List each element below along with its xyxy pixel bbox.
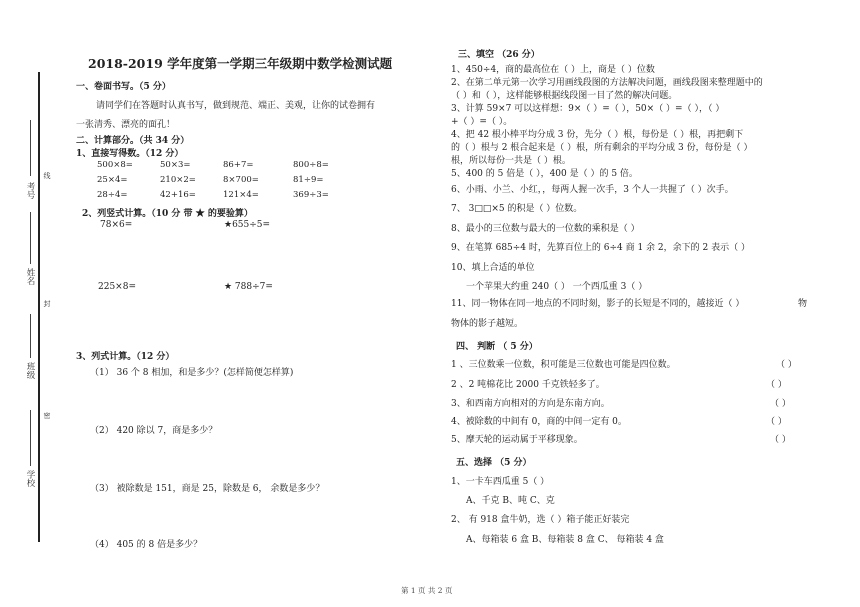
binding-mark-xian: 线 <box>43 172 51 179</box>
vertical-calc-item: 78×6= <box>100 220 133 230</box>
binding-label-xuexiao: 学校 <box>25 470 35 487</box>
vertical-calc-item: ★655÷5= <box>224 220 271 230</box>
calc-item: 8×700= <box>223 175 259 185</box>
binding-mark-mi: 密 <box>43 412 51 419</box>
fill-line: 2、在第二单元第一次学习用画线段图的方法解决问题，画线段图来整理题中的 <box>451 78 763 88</box>
binding-blank-xuexiao <box>30 410 31 466</box>
calc-item: 500×8= <box>97 160 133 170</box>
binding-line <box>38 72 40 542</box>
calc-item: 210×2= <box>160 175 196 185</box>
judge-paren: （ ） <box>766 417 787 427</box>
r-s5-heading: 五、选择 （5 分） <box>456 458 532 468</box>
r-s3-heading: 三、填空 （26 分） <box>458 50 540 60</box>
binding-blank-xingming <box>30 212 31 264</box>
binding-label-kaohao: 考号 <box>25 182 35 199</box>
fill-line: 根，所以每份一共是（ ）根。 <box>451 156 571 166</box>
calc-item: 81÷9= <box>293 175 324 185</box>
s3-heading: 3、列式计算。（12 分） <box>76 352 175 362</box>
r-s4-heading: 四、 判断 （ 5 分） <box>456 342 538 352</box>
fill-line: 一个苹果大约重 240（ ） 一个西瓜重 3（ ） <box>466 282 648 292</box>
fill-line: 1、450÷4，商的最高位在（ ）上，商是（ ）位数 <box>451 65 655 75</box>
vertical-calc-item: 225×8= <box>98 282 136 292</box>
fill-line: 9、在笔算 685÷4 时，先算百位上的 6÷4 商 1 余 2，余下的 2 表示（ ） <box>451 243 750 253</box>
calc-item: 25×4= <box>97 175 128 185</box>
calc-grid <box>97 158 363 203</box>
binding-mark-feng: 封 <box>43 300 51 307</box>
fill-line: 的（ ）根与 2 根合起来是（ ）根，所有剩余的平均分成 3 份，每份是（ ） <box>451 143 753 153</box>
judge-item: 1 、三位数乘一位数，积可能是三位数也可能是四位数。 <box>451 360 676 370</box>
binding-blank-kaohao <box>30 120 31 176</box>
calc-item: 42+16= <box>160 190 196 200</box>
calc-item: 369÷3= <box>293 190 329 200</box>
s2-1-heading: 1、直接写得数。（12 分） <box>76 149 184 159</box>
fill-line: 6、小雨、小兰、小红，，每两人握一次手，3 个人一共握了（ ）次手。 <box>451 185 734 195</box>
choice-options: A、千克 B、吨 C、克 <box>466 496 555 506</box>
fill-line: 8、最小的三位数与最大的一位数的乘积是（ ） <box>451 224 640 234</box>
s2-heading: 二、计算部分。（共 34 分） <box>76 136 190 146</box>
word-problem: （1） 36 个 8 相加，和是多少？(怎样简便怎样算) <box>90 368 294 378</box>
judge-paren: （ ） <box>770 399 791 409</box>
s1-heading: 一、卷面书写。（5 分） <box>76 82 171 92</box>
fill-line: 物体的影子越短。 <box>451 319 524 329</box>
fill-line: 7、 3□□×5 的积是（ ）位数。 <box>451 204 583 214</box>
binding-label-banji: 班级 <box>25 362 35 379</box>
judge-paren: （ ） <box>770 435 791 445</box>
judge-item: 4、被除数的中间有 0，商的中间一定有 0。 <box>451 417 627 427</box>
fill-line: 5、400 的 5 倍是（ ），400 是（ ）的 5 倍。 <box>451 169 638 179</box>
calc-item: 121×4= <box>223 190 259 200</box>
judge-paren: （ ） <box>776 360 797 370</box>
choice-options: A、每箱装 6 盒 B、每箱装 8 盒 C、 每箱装 4 盒 <box>466 535 664 545</box>
s1-text-1: 请同学们在答题时认真书写，做到规范、端正、美观，让你的试卷拥有 <box>96 101 376 111</box>
s2-2-heading: 2、列竖式计算。（10 分 带 ★ 的要验算） <box>82 209 253 219</box>
fill-line: 11、同一物体在同一地点的不同时刻，影子的长短是不同的，越接近（ ） <box>451 299 745 309</box>
calc-item: 28÷4= <box>97 190 128 200</box>
vertical-calc-item: ★ 788÷7= <box>224 282 273 292</box>
binding-blank-banji <box>30 314 31 358</box>
word-problem: （3） 被除数是 151，商是 25，除数是 6， 余数是多少？ <box>90 484 325 494</box>
judge-paren: （ ） <box>766 380 787 390</box>
fill-line: 3、计算 59×7 可以这样想：9×（ ）=（ ），50×（ ）=（ ），（ ） <box>451 104 725 114</box>
calc-item: 86+7= <box>223 160 254 170</box>
judge-item: 5、摩天轮的运动属于平移现象。 <box>451 435 583 445</box>
choice-question: 2、 有 918 盒牛奶，选（ ）箱子能正好装完 <box>451 515 630 525</box>
choice-question: 1、一卡车西瓜重 5（ ） <box>451 477 550 487</box>
fill-line: （ ）和（ ），这样能够根据线段图一目了然的解决问题。 <box>451 91 678 101</box>
fill-line: 4、把 42 根小棒平均分成 3 份，先分（ ）根，每份是（ ）根，再把剩下 <box>451 130 744 140</box>
calc-item: 800÷8= <box>293 160 329 170</box>
judge-item: 3、和西南方向相对的方向是东南方向。 <box>451 399 610 409</box>
calc-item: 50×3= <box>160 160 191 170</box>
page-footer: 第 1 页 共 2 页 <box>401 586 453 595</box>
fill-line-end: 物 <box>798 299 808 309</box>
fill-line: +（ ）=（ ）。 <box>451 117 513 127</box>
binding-label-xingming: 姓名 <box>25 268 35 285</box>
s1-text-2: 一张清秀、漂亮的面孔！ <box>76 120 176 130</box>
word-problem: （4） 405 的 8 倍是多少？ <box>90 540 203 550</box>
word-problem: （2） 420 除以 7，商是多少？ <box>90 426 218 436</box>
judge-item: 2 、2 吨棉花比 2000 千克铁轻多了。 <box>451 380 605 390</box>
fill-line: 10、填上合适的单位 <box>451 263 535 273</box>
page-title: 2018-2019 学年度第一学期三年级期中数学检测试题 <box>88 56 393 71</box>
